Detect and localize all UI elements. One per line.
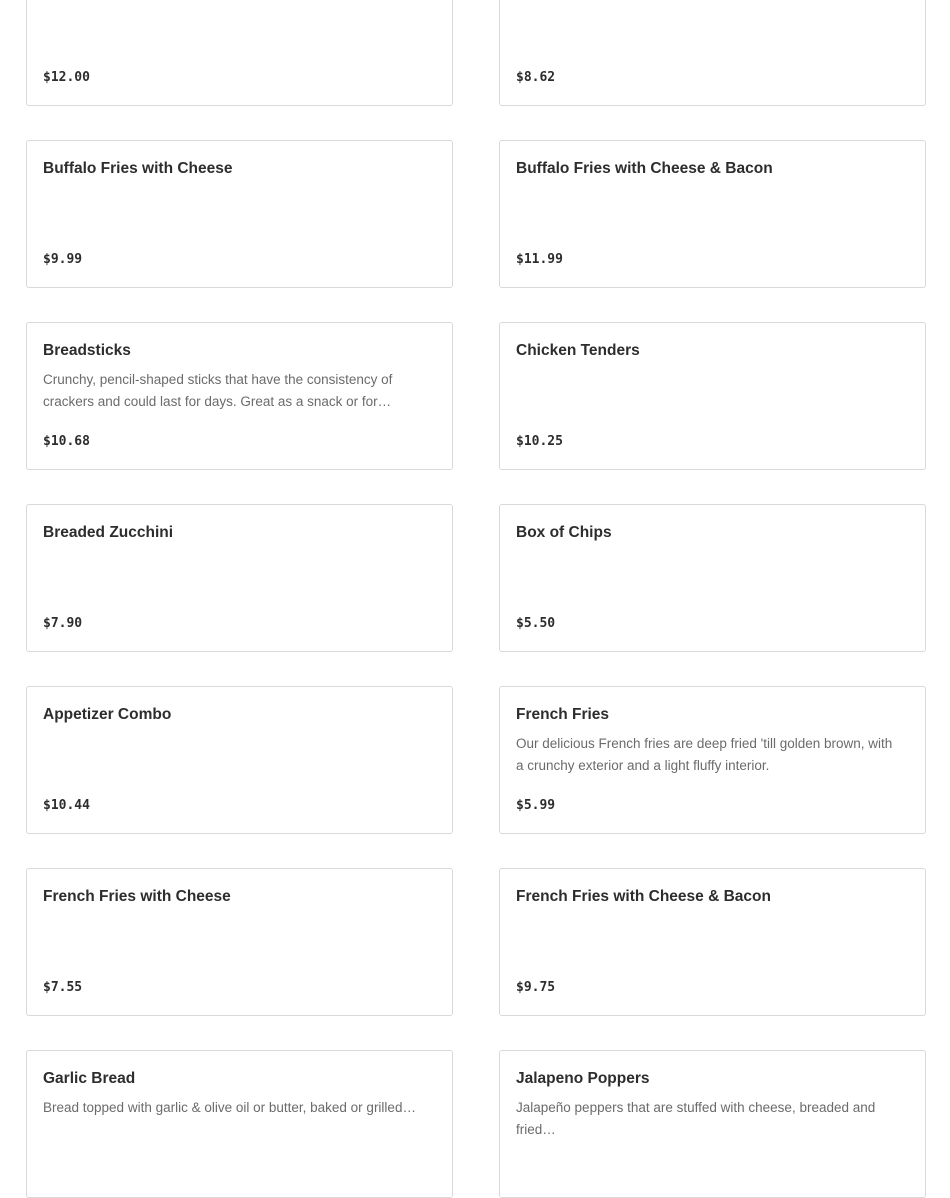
menu-item-price: $9.75 [516,980,556,995]
menu-item-name: Breaded Zucchini [43,524,174,541]
menu-item-price: $12.00 [43,70,90,85]
menu-item-card[interactable] [26,868,453,1016]
menu-item-price: $8.62 [516,70,556,85]
menu-item-card[interactable] [499,1050,926,1198]
menu-item-name: Appetizer Combo [43,706,172,723]
menu-item-card[interactable] [499,140,926,288]
menu-item-card[interactable] [499,322,926,470]
menu-item-name: Buffalo Fries with Cheese [43,160,233,177]
menu-item-price: $9.99 [43,252,83,267]
menu-item-name: French Fries [516,706,610,723]
menu-item-card[interactable] [499,868,926,1016]
menu-item-description: Our delicious French fries are deep fried 'till golden brown, with a crunchy exterior and a light fluffy interior. [516,736,893,773]
menu-item-card[interactable] [26,1050,453,1198]
menu-item-name: French Fries with Cheese [43,888,231,905]
menu-item-price: $11.99 [516,252,563,267]
menu-item-name: Jalapeno Poppers [516,1070,650,1087]
menu-item-description: Crunchy, pencil-shaped sticks that have the consistency of crackers and could last for days. Great as a snack or for… [43,372,393,409]
menu-item-card[interactable] [26,322,453,470]
menu-item-card[interactable] [26,504,453,652]
menu-item-card[interactable] [499,504,926,652]
menu-item-price: $7.55 [43,980,83,995]
menu-item-price: $5.99 [516,798,556,813]
menu-item-card[interactable] [499,686,926,834]
menu-item-card[interactable] [26,0,453,106]
menu-item-card[interactable] [26,686,453,834]
menu-item-name: Breadsticks [43,342,131,359]
menu-item-name: Chicken Tenders [516,342,640,359]
menu-item-card[interactable] [499,0,926,106]
menu-item-name: French Fries with Cheese & Bacon [516,888,771,905]
menu-item-price: $10.25 [516,434,563,449]
menu-item-name: Box of Chips [516,524,612,541]
menu-item-price: $10.68 [43,434,90,449]
menu-item-description: Bread topped with garlic & olive oil or butter, baked or grilled… [43,1100,416,1115]
menu-item-price: $5.50 [516,616,556,631]
menu-item-card[interactable] [26,140,453,288]
menu-item-name: Buffalo Fries with Cheese & Bacon [516,160,773,177]
menu-item-price: $7.90 [43,616,83,631]
menu-item-price: $10.44 [43,798,90,813]
menu-item-description: Jalapeño peppers that are stuffed with cheese, breaded and fried… [516,1100,876,1137]
menu-item-name: Garlic Bread [43,1070,136,1087]
